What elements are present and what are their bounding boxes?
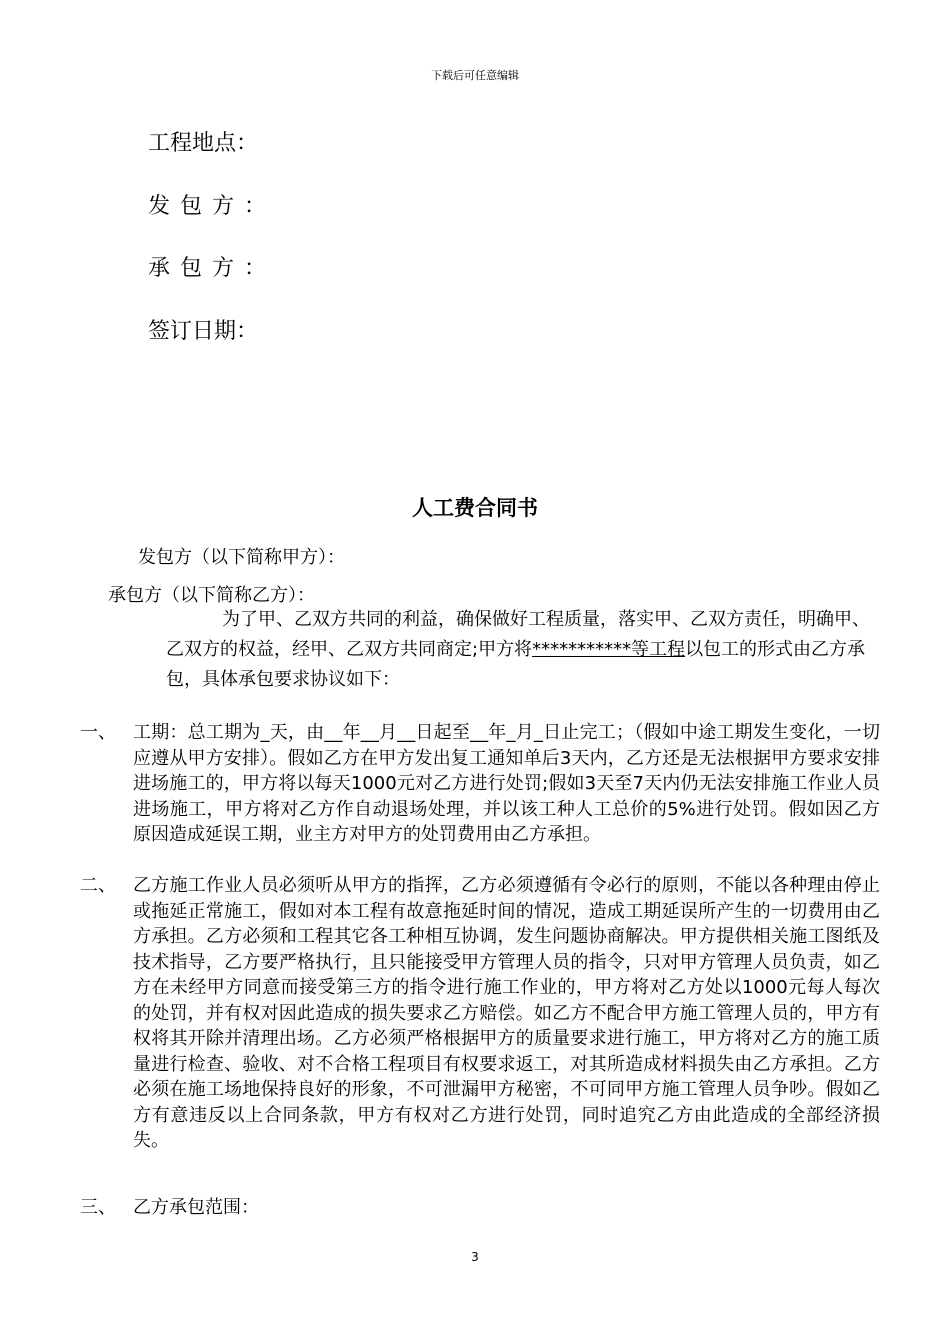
clause-text: 乙方施工作业人员必须听从甲方的指挥，乙方必须遵循有令必行的原则，不能以各种理由停止或拖延正常施工，假如对本工程有故意拖延时间的情况，造成工期延误所产生的一切费用由乙方承担。乙方必须和工程其它各工种相互协调，发生问题协商解决。甲方提供相关施工图纸及技术指导，乙方要严格执行，且只能接受甲方管理人员的指令，只对甲方管理人员负责，如乙方在未经甲方同意而接受第三方的指令进行施工作业的，甲方将对乙方处以1000元每人每次的处罚，并有权对因此造成的损失要求乙方赔偿。如乙方不配合甲方施工管理人员的，甲方有权将其开除并清理出场。乙方必须严格根据甲方的质量要求进行施工，甲方将对乙方的施工质量进行检查、验收、对不合格工程项目有权要求返工，对其所造成材料损失由乙方承担。乙方必须在施工场地保持良好的形象，不可泄漏甲方秘密，不可同甲方施工管理人员争吵。假如乙方有意违反以上合同条款，甲方有权对乙方进行处罚，同时追究乙方由此造成的全部经济损失。 — [133, 875, 880, 1151]
clause-number: 三、 — [80, 1197, 116, 1218]
intro-line1: 为了甲、乙双方共同的利益，确保做好工程质量，落实甲、乙双方责任，明确甲、乙双方的权益，经甲、乙双方共同商定;甲方将 — [166, 609, 870, 660]
clause-text: 工期：总工期为_天，由__年__月__日起至__年_月_日止完工；（假如中途工期发生变化，一切应遵从甲方安排）。假如乙方在甲方发出复工通知单后3天内，乙方还是无法根据甲方要求安排进场施工的，甲方将以每天1000元对乙方进行处罚;假如3天至7天内仍无法安排施工作业人员进场施工，甲方将对乙方作自动退场处理，并以该工种人工总价的5%进行处罚。假如因乙方原因造成延误工期，业主方对甲方的处罚费用由乙方承担。 — [133, 722, 880, 845]
contract-title: 人工费合同书 — [412, 496, 538, 520]
clause-number: 二、 — [80, 875, 116, 896]
cover-employer-label: 发包方： — [148, 194, 277, 219]
project-name: ***********等工程 — [532, 639, 686, 660]
page-number: 3 — [471, 1250, 479, 1264]
clause-3 — [80, 1195, 880, 1221]
intro-line2: 以包工的形式由乙方承包，具体承包要求协议如下： — [166, 639, 866, 690]
clause-number: 一、 — [80, 722, 116, 743]
clause-text: 乙方承包范围： — [133, 1197, 259, 1218]
intro-text — [166, 605, 876, 695]
cover-sign-date-label: 签订日期： — [148, 319, 259, 344]
cover-contractor-label: 承包方： — [148, 256, 277, 281]
page-header: 下载后可任意编辑 — [431, 69, 519, 82]
clause-2 — [80, 873, 880, 1154]
cover-location-label: 工程地点： — [148, 131, 259, 156]
clause-1 — [80, 720, 880, 848]
party-a-line: 发包方（以下简称甲方）： — [138, 547, 345, 568]
intro-paragraph — [166, 605, 876, 695]
party-b-line: 承包方（以下简称乙方）： — [108, 585, 315, 606]
